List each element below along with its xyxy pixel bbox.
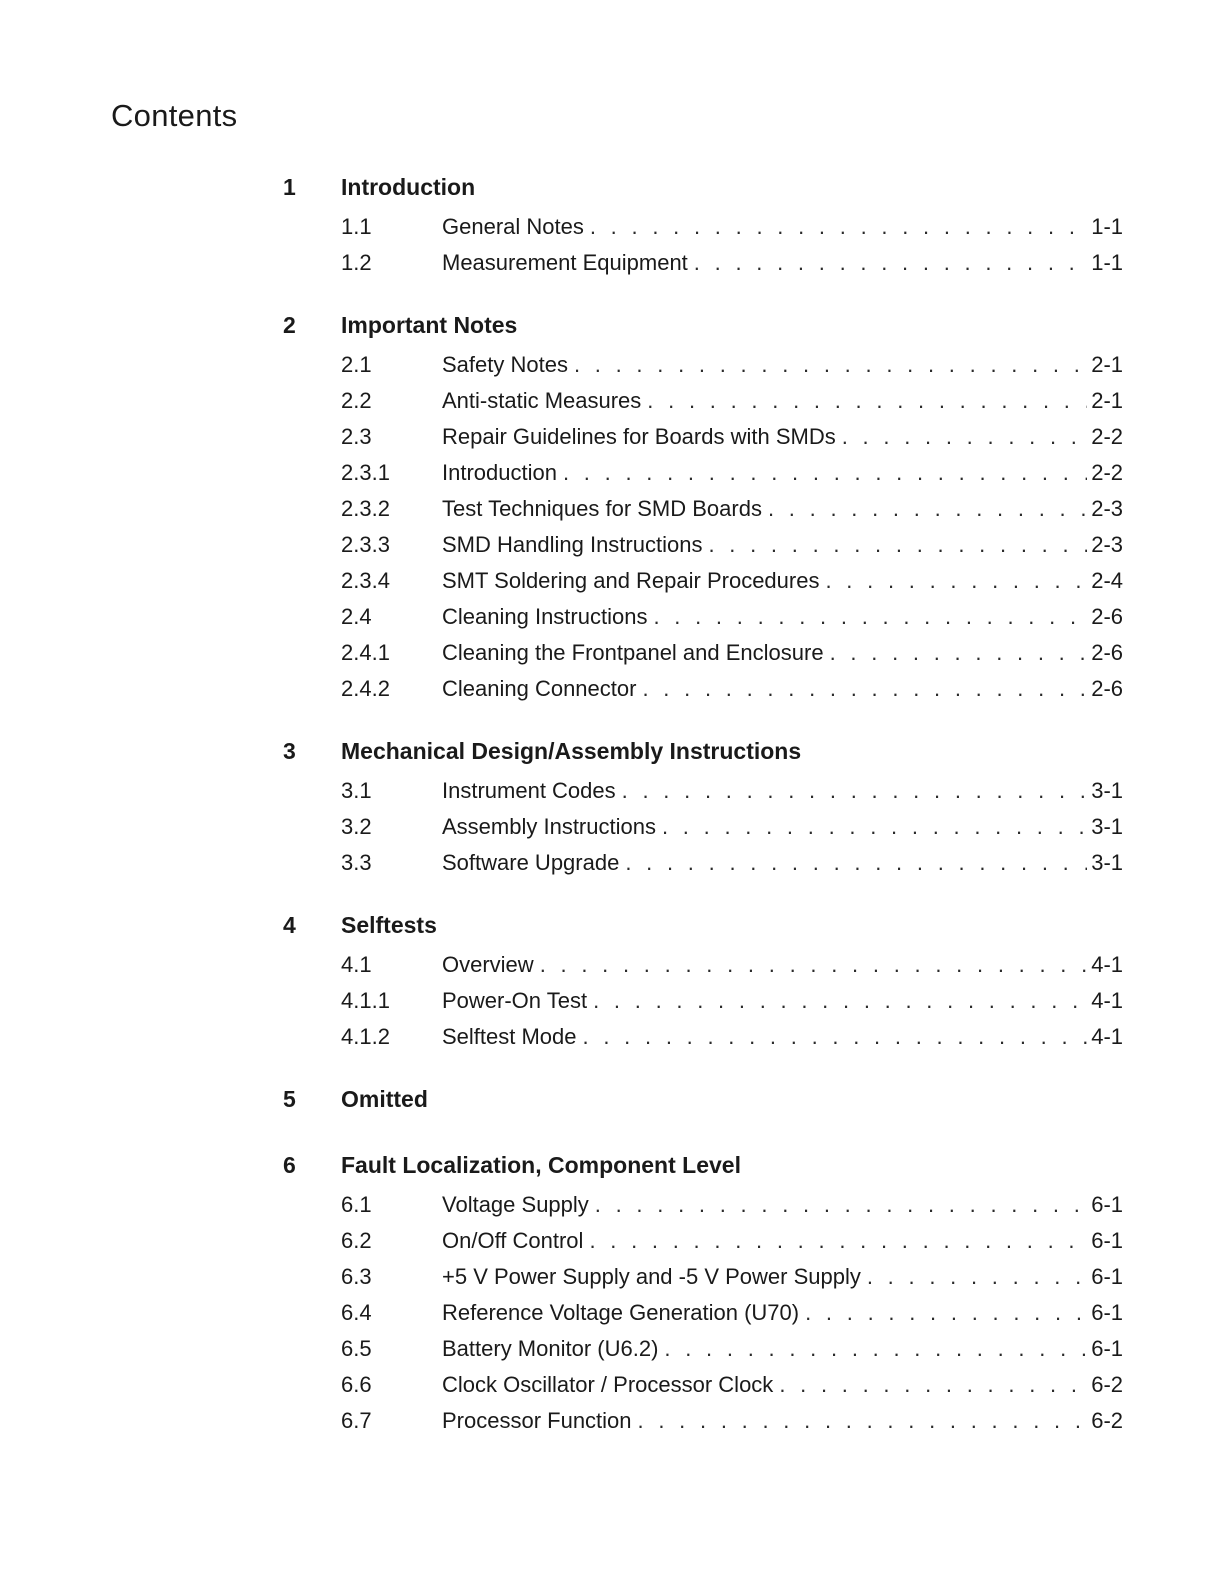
- dot-leader: [625, 850, 1087, 876]
- toc-entry: [283, 1192, 1123, 1228]
- section-number: 6.1: [341, 1192, 372, 1217]
- chapter-heading: [283, 738, 1123, 778]
- page-number: 1-1: [1091, 214, 1123, 239]
- chapter-title: Fault Localization, Component Level: [341, 1152, 741, 1178]
- table-of-contents: [283, 174, 1123, 1470]
- page-title: Contents: [111, 98, 238, 133]
- page-number: 2-1: [1091, 352, 1123, 377]
- page-number: 6-1: [1091, 1228, 1123, 1253]
- section-title: Measurement Equipment: [442, 250, 688, 275]
- section-number: 2.3: [341, 424, 372, 449]
- dot-leader: [593, 988, 1087, 1014]
- toc-entry: [283, 1228, 1123, 1264]
- toc-entry: [283, 1336, 1123, 1372]
- toc-entry: [283, 424, 1123, 460]
- dot-leader: [589, 1228, 1087, 1254]
- section-title: Processor Function: [442, 1408, 632, 1433]
- section-number: 2.3.2: [341, 496, 390, 521]
- dot-leader: [805, 1300, 1087, 1326]
- section-number: 2.3.1: [341, 460, 390, 485]
- dot-leader: [664, 1336, 1087, 1362]
- page-number: 6-1: [1091, 1336, 1123, 1361]
- dot-leader: [638, 1408, 1088, 1434]
- chapter-title: Selftests: [341, 912, 437, 938]
- toc-entry-list: [283, 778, 1123, 886]
- section-title: On/Off Control: [442, 1228, 584, 1253]
- page-number: 3-1: [1091, 850, 1123, 875]
- section-number: 2.4: [341, 604, 372, 629]
- toc-entry: [283, 952, 1123, 988]
- toc-entry: [283, 676, 1123, 712]
- dot-leader: [574, 352, 1087, 378]
- section-number: 2.4.1: [341, 640, 390, 665]
- chapter-number: 6: [283, 1152, 296, 1178]
- dot-leader: [842, 424, 1087, 450]
- section-title: Battery Monitor (U6.2): [442, 1336, 659, 1361]
- section-number: 6.5: [341, 1336, 372, 1361]
- dot-leader: [653, 604, 1087, 630]
- page-number: 6-1: [1091, 1192, 1123, 1217]
- toc-entry: [283, 1372, 1123, 1408]
- chapter-number: 2: [283, 312, 296, 338]
- chapter-2: [283, 312, 1123, 712]
- dot-leader: [825, 568, 1087, 594]
- section-title: Repair Guidelines for Boards with SMDs: [442, 424, 836, 449]
- chapter-title: Introduction: [341, 174, 476, 200]
- section-title: Cleaning Instructions: [442, 604, 648, 629]
- toc-entry: [283, 460, 1123, 496]
- page-number: 2-1: [1091, 388, 1123, 413]
- section-number: 6.2: [341, 1228, 372, 1253]
- page-number: 6-1: [1091, 1264, 1123, 1289]
- page-number: 2-2: [1091, 460, 1123, 485]
- section-title: Power-On Test: [442, 988, 588, 1013]
- dot-leader: [768, 496, 1087, 522]
- toc-entry-list: [283, 952, 1123, 1060]
- chapter-heading: [283, 174, 1123, 214]
- page-number: 3-1: [1091, 814, 1123, 839]
- toc-entry: [283, 496, 1123, 532]
- page-number: 2-6: [1091, 604, 1123, 629]
- chapter-number: 4: [283, 912, 296, 938]
- dot-leader: [662, 814, 1087, 840]
- section-title: Clock Oscillator / Processor Clock: [442, 1372, 774, 1397]
- dot-leader: [583, 1024, 1088, 1050]
- section-title: Software Upgrade: [442, 850, 620, 875]
- toc-entry: [283, 532, 1123, 568]
- section-number: 1.1: [341, 214, 372, 239]
- section-title: Introduction: [442, 460, 557, 485]
- page-number: 1-1: [1091, 250, 1123, 275]
- dot-leader: [540, 952, 1088, 978]
- section-number: 3.2: [341, 814, 372, 839]
- section-number: 6.6: [341, 1372, 372, 1397]
- dot-leader: [708, 532, 1087, 558]
- chapter-heading: [283, 1152, 1123, 1192]
- chapter-heading: [283, 912, 1123, 952]
- section-number: 6.7: [341, 1408, 372, 1433]
- toc-entry: [283, 814, 1123, 850]
- section-number: 2.3.4: [341, 568, 390, 593]
- section-number: 2.2: [341, 388, 372, 413]
- page-number: 2-3: [1091, 532, 1123, 557]
- page-number: 2-6: [1091, 676, 1123, 701]
- section-title: Selftest Mode: [442, 1024, 577, 1049]
- section-number: 4.1.1: [341, 988, 390, 1013]
- dot-leader: [830, 640, 1088, 666]
- section-title: Cleaning Connector: [442, 676, 637, 701]
- page-number: 4-1: [1091, 952, 1123, 977]
- toc-entry: [283, 568, 1123, 604]
- section-number: 2.4.2: [341, 676, 390, 701]
- toc-entry: [283, 850, 1123, 886]
- toc-entry: [283, 1300, 1123, 1336]
- toc-entry: [283, 352, 1123, 388]
- section-number: 6.3: [341, 1264, 372, 1289]
- section-title: Overview: [442, 952, 534, 977]
- dot-leader: [595, 1192, 1087, 1218]
- page-number: 3-1: [1091, 778, 1123, 803]
- chapter-heading: [283, 1086, 1123, 1126]
- toc-entry: [283, 640, 1123, 676]
- toc-entry: [283, 1024, 1123, 1060]
- dot-leader: [779, 1372, 1087, 1398]
- toc-entry: [283, 988, 1123, 1024]
- toc-entry: [283, 1408, 1123, 1444]
- section-title: Reference Voltage Generation (U70): [442, 1300, 800, 1325]
- page-number: 6-2: [1091, 1372, 1123, 1397]
- toc-entry-list: [283, 214, 1123, 286]
- section-number: 6.4: [341, 1300, 372, 1325]
- chapter-title: Omitted: [341, 1086, 428, 1112]
- toc-entry-list: [283, 352, 1123, 712]
- dot-leader: [647, 388, 1087, 414]
- section-title: SMT Soldering and Repair Procedures: [442, 568, 820, 593]
- toc-entry: [283, 388, 1123, 424]
- chapter-number: 1: [283, 174, 296, 200]
- toc-entry: [283, 604, 1123, 640]
- toc-entry: [283, 250, 1123, 286]
- chapter-title: Important Notes: [341, 312, 518, 338]
- dot-leader: [563, 460, 1087, 486]
- section-number: 2.1: [341, 352, 372, 377]
- section-title: Anti-static Measures: [442, 388, 642, 413]
- chapter-6: [283, 1152, 1123, 1444]
- section-title: SMD Handling Instructions: [442, 532, 703, 557]
- section-title: Safety Notes: [442, 352, 568, 377]
- page-number: 4-1: [1091, 1024, 1123, 1049]
- page-number: 4-1: [1091, 988, 1123, 1013]
- section-number: 4.1: [341, 952, 372, 977]
- dot-leader: [642, 676, 1087, 702]
- dot-leader: [590, 214, 1087, 240]
- chapter-heading: [283, 312, 1123, 352]
- page-number: 2-2: [1091, 424, 1123, 449]
- section-number: 3.3: [341, 850, 372, 875]
- chapter-4: [283, 912, 1123, 1060]
- chapter-title: Mechanical Design/Assembly Instructions: [341, 738, 802, 764]
- toc-entry: [283, 214, 1123, 250]
- page-number: 2-4: [1091, 568, 1123, 593]
- dot-leader: [622, 778, 1088, 804]
- section-title: +5 V Power Supply and -5 V Power Supply: [442, 1264, 861, 1289]
- section-title: Voltage Supply: [442, 1192, 589, 1217]
- section-title: Instrument Codes: [442, 778, 616, 803]
- toc-entry-list: [283, 1192, 1123, 1444]
- dot-leader: [694, 250, 1087, 276]
- section-number: 4.1.2: [341, 1024, 390, 1049]
- section-title: Test Techniques for SMD Boards: [442, 496, 762, 521]
- toc-entry: [283, 1264, 1123, 1300]
- chapter-number: 5: [283, 1086, 296, 1112]
- section-number: 2.3.3: [341, 532, 390, 557]
- dot-leader: [867, 1264, 1087, 1290]
- section-title: Cleaning the Frontpanel and Enclosure: [442, 640, 824, 665]
- chapter-5: [283, 1086, 1123, 1126]
- page-number: 2-3: [1091, 496, 1123, 521]
- section-title: Assembly Instructions: [442, 814, 656, 839]
- section-number: 1.2: [341, 250, 372, 275]
- page-number: 6-2: [1091, 1408, 1123, 1433]
- section-title: General Notes: [442, 214, 584, 239]
- chapter-number: 3: [283, 738, 296, 764]
- page-number: 2-6: [1091, 640, 1123, 665]
- toc-entry: [283, 778, 1123, 814]
- chapter-1: [283, 174, 1123, 286]
- page-number: 6-1: [1091, 1300, 1123, 1325]
- chapter-3: [283, 738, 1123, 886]
- section-number: 3.1: [341, 778, 372, 803]
